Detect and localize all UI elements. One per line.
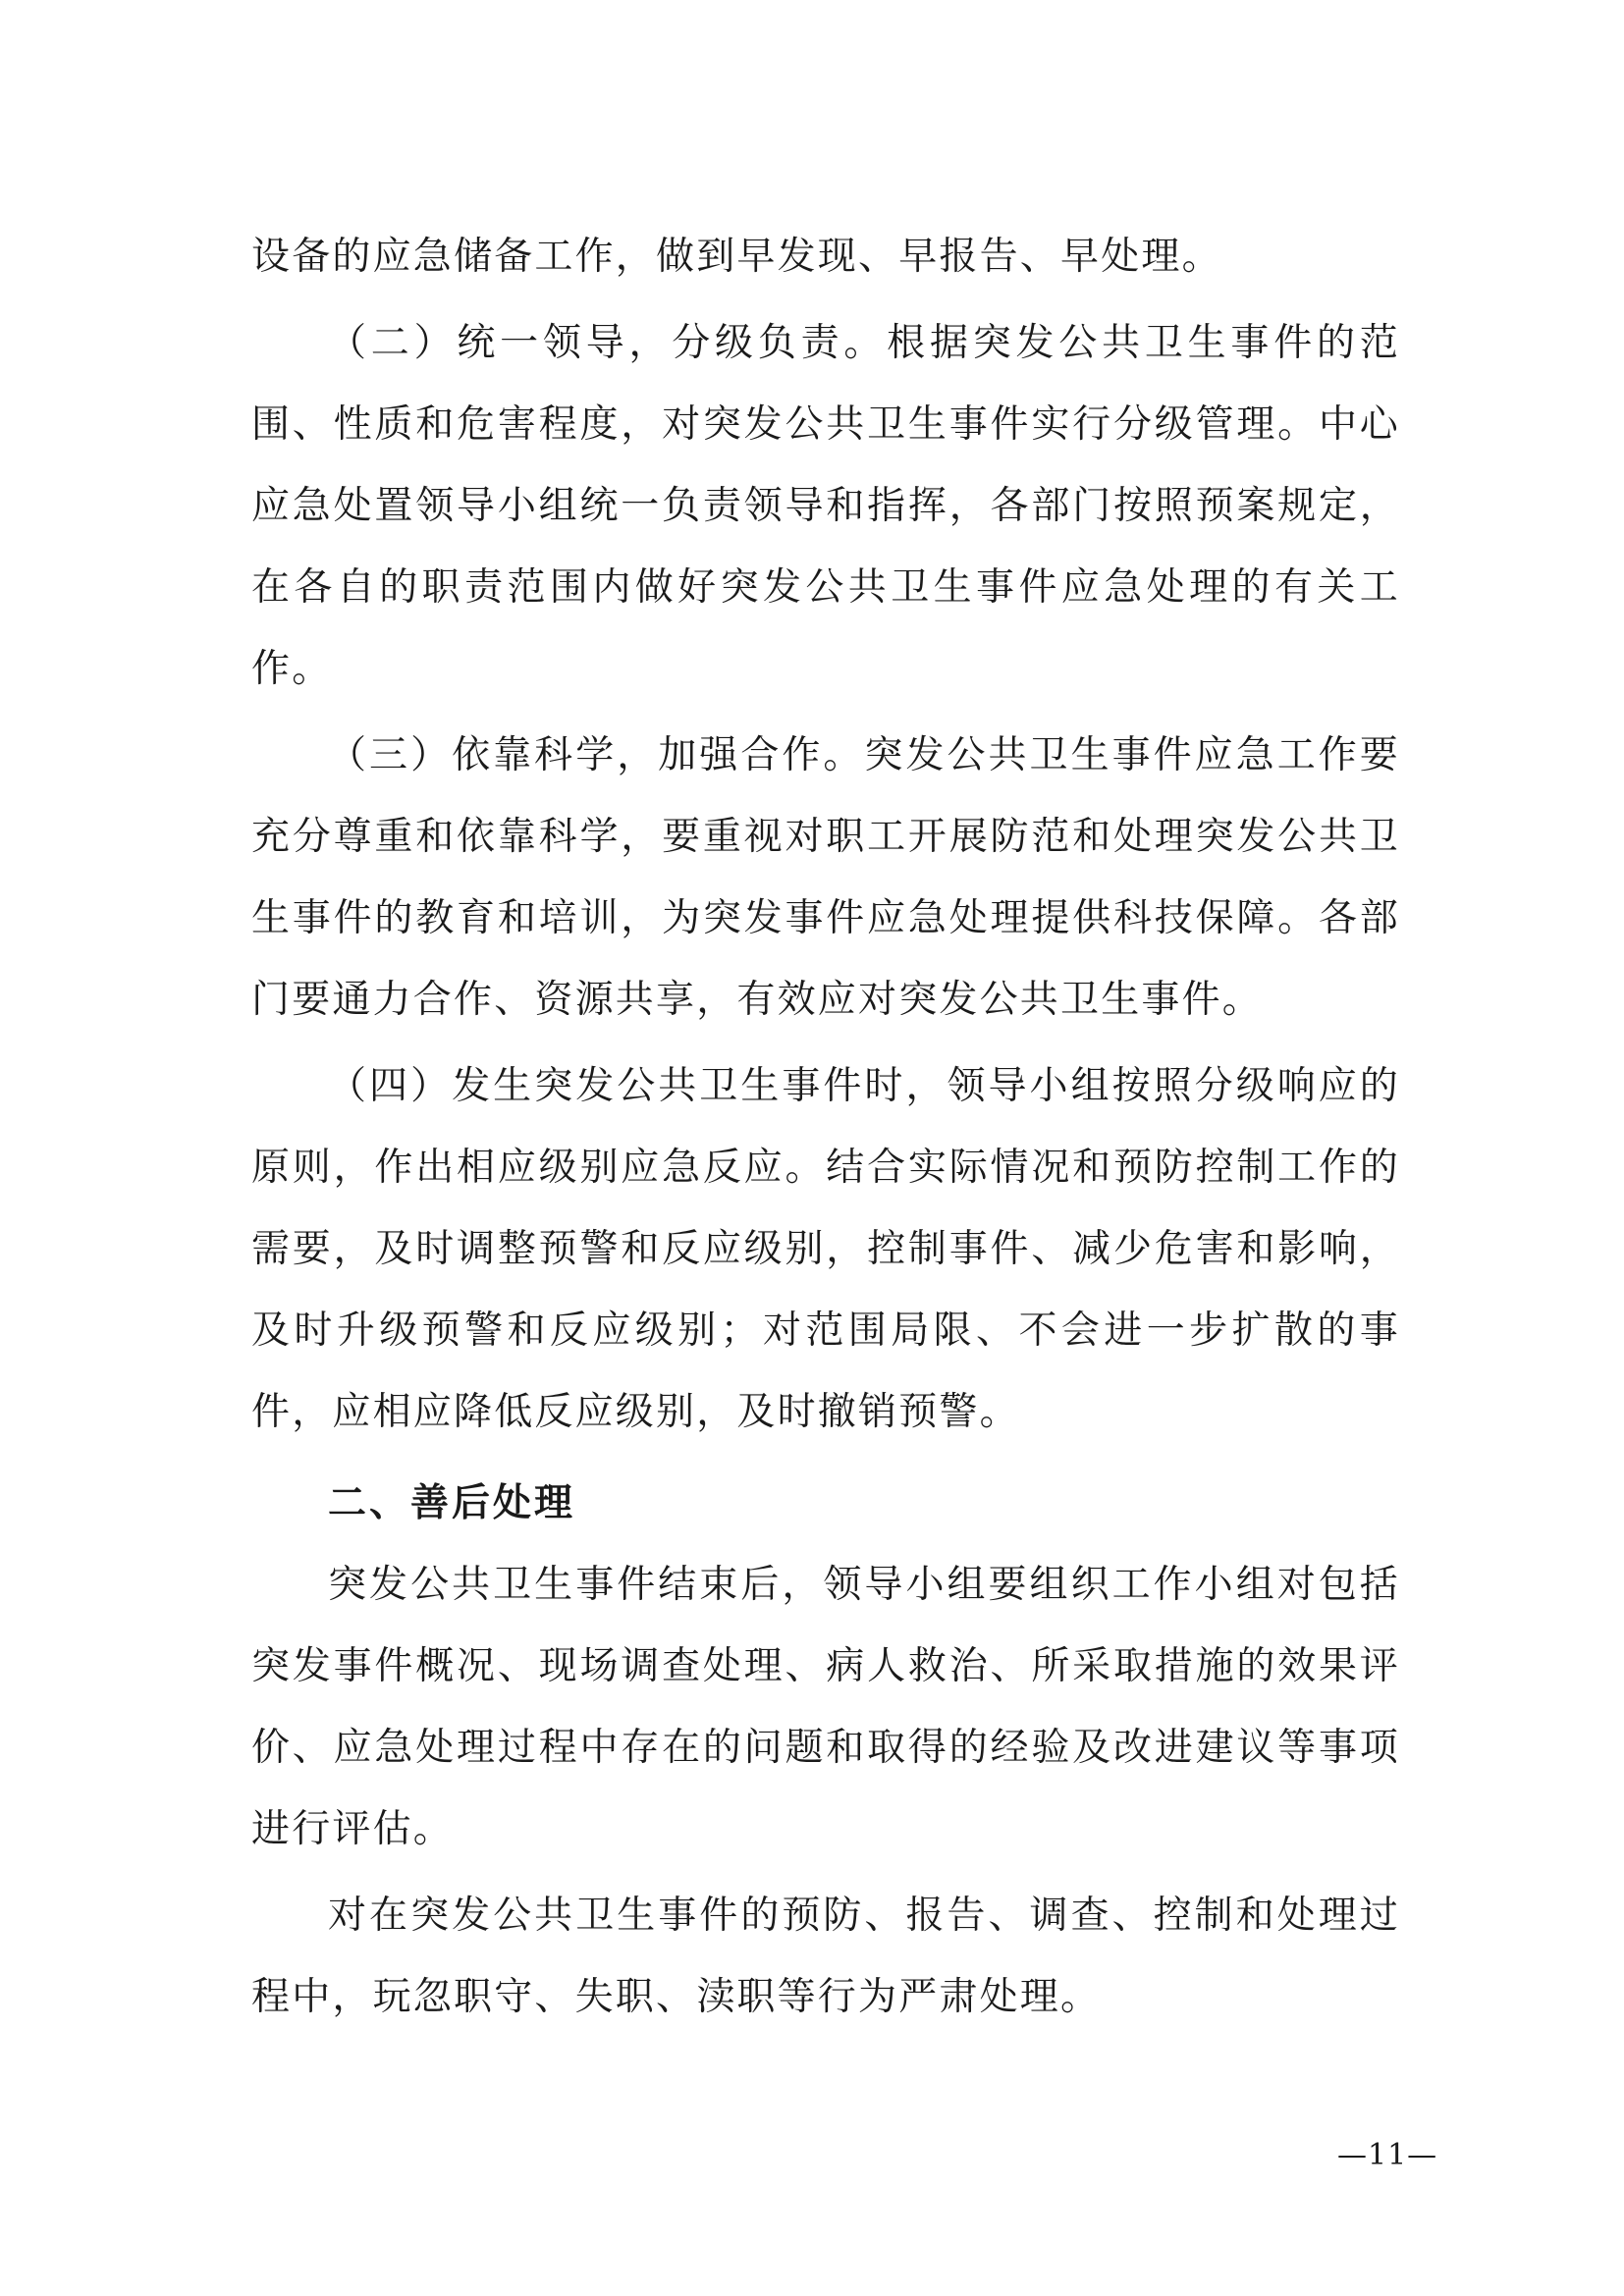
- paragraph-aftermath-2: 对在突发公共卫生事件的预防、报告、调查、控制和处理过程中，玩忽职守、失职、渎职等行为严肃处理。: [251, 1894, 1400, 2019]
- paragraph-aftermath-1: 突发公共卫生事件结束后，领导小组要组织工作小组对包括突发事件概况、现场调查处理、病人救治、所采取措施的效果评价、应急处理过程中存在的问题和取得的经验及改进建议等事项进行评估。: [251, 1563, 1400, 1851]
- paragraph-principle-4: （四）发生突发公共卫生事件时，领导小组按照分级响应的原则，作出相应级别应急反应。结合实际情况和预防控制工作的需要，及时调整预警和反应级别，控制事件、减少危害和影响，及时升级预警和反应级别；对范围局限、不会进一步扩散的事件，应相应降低反应级别，及时撤销预警。: [251, 1064, 1400, 1434]
- section-heading: 二、善后处理: [328, 1480, 576, 1525]
- paragraph-principle-3: （三）依靠科学，加强合作。突发公共卫生事件应急工作要充分尊重和依靠科学，要重视对职工开展防范和处理突发公共卫生事件的教育和培训，为突发事件应急处理提供科技保障。各部门要通力合作、资源共享，有效应对突发公共卫生事件。: [251, 733, 1400, 1022]
- paragraph-continuation: 设备的应急储备工作，做到早发现、早报告、早处理。: [251, 235, 1222, 279]
- paragraph-principle-2: （二）统一领导，分级负责。根据突发公共卫生事件的范围、性质和危害程度，对突发公共卫生事件实行分级管理。中心应急处置领导小组统一负责领导和指挥，各部门按照预案规定，在各自的职责范围内做好突发公共卫生事件应急处理的有关工作。: [251, 321, 1400, 691]
- document-body: [251, 216, 1400, 2038]
- page-number: —11—: [1337, 2138, 1438, 2172]
